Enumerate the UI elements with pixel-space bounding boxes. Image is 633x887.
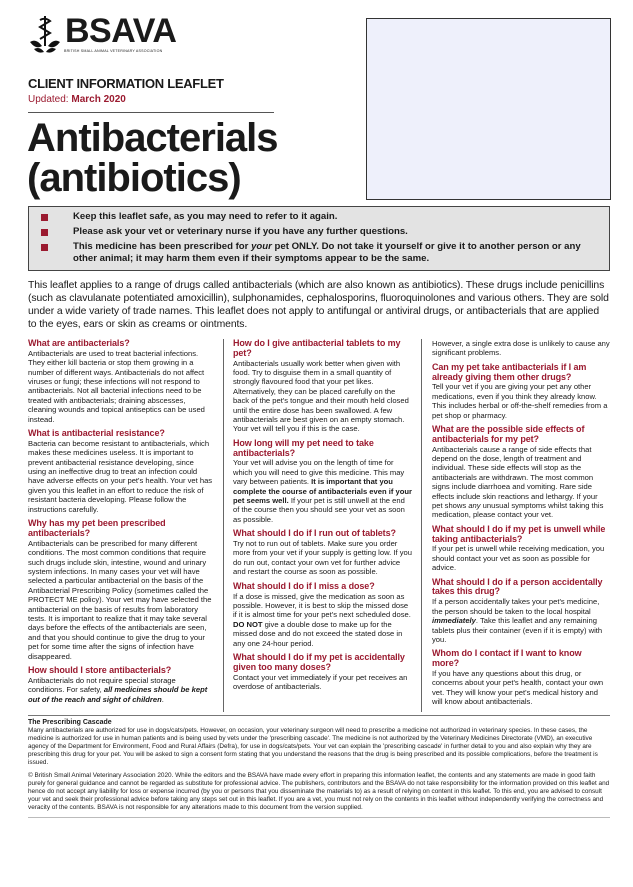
body-text: unusual symptoms whilst taking this medication, please contact your vet. xyxy=(432,501,604,520)
body-text: If your pet is still unwell at the end of the course then you should see your vet as soon as possible. xyxy=(233,496,405,524)
updated-value: March 2020 xyxy=(71,94,126,105)
section-body xyxy=(432,445,610,520)
section-heading: What are antibacterials? xyxy=(28,338,130,348)
body-text: . xyxy=(161,694,164,704)
column-3 xyxy=(422,339,610,712)
square-bullet-icon xyxy=(41,229,48,236)
cascade-text: Many antibacterials are authorized for use in dogs/cats/pets. However, on occasion, your veterinary surgeon will need to prescribe a medicine not authorized in veterinary species. In these cases, the medicine is authorized for use in human patients and is being used by vets under the 'prescribing cascade'. The medicine is not authorized by the Veterinary Medicines Directorate (VMD), an executive agency of the Department for Environment, Food and Rural Affairs (Defra), for use in dogs/cats/pets. Your vet can explain the 'prescribing cascade' in further detail to you and also explain why they are prescribing this drug for your pet. You will be asked to sign a consent form stating that you understand the reasons that the drug is being prescribed and its possible complications, before the treatment is issued. xyxy=(28,726,598,766)
logo-subtitle: BRITISH SMALL ANIMAL VETERINARY ASSOCIATION xyxy=(64,49,163,53)
body-text: Antibacterials cause a range of side effects that depend on the dose, length of treatment and individual. These side effects will stop as the antibacterials are withdrawn. The most common signs include diarrhoea and vomiting. Rare side effects include skin reactions and lethargy. If your pet shows xyxy=(432,444,598,511)
title-line-1: Antibacterials xyxy=(27,116,278,160)
square-bullet-icon xyxy=(41,214,48,221)
intro-paragraph: This leaflet applies to a range of drugs called antibacterials (which are also known as antibiotics). These drugs include penicillins (such as clavulanate potentiated amoxicillin), sulphonamides, cephalosporins, fluoroquinolones and various others. They are sold under a wide variety of trade names. This leaflet does not apply to antifungal or antiviral drugs, or antibacterials that are applied to the eyes, ears or skin as creams or ointments. xyxy=(28,280,609,330)
section-body: Bacteria can become resistant to antibacterials, which makes these medicines useless. It is important to prevent antibacterial resistance developing, since using an ineffective drug to treat an infection could have adverse effects on your pet's health. Your vet has given you this leaflet in an effort to reduce the risk of resistant bacteria developing. Please follow the instructions carefully. xyxy=(28,438,213,514)
section-body: Try not to run out of tablets. Make sure you order more from your vet if your supply is getting low. If you do run out, contact your own vet for further advice and restart the course as soon as possible. xyxy=(233,539,412,577)
body-emphasis: DO NOT xyxy=(233,619,263,629)
updated-prefix: Updated: xyxy=(28,94,69,105)
pet-label-box xyxy=(366,18,611,200)
section-body xyxy=(233,458,412,524)
section-body: If your pet is unwell while receiving medication, you should contact your vet as soon as possible for advice. xyxy=(432,544,605,573)
notice-pre: This medicine has been prescribed for xyxy=(73,241,252,252)
page-title xyxy=(27,118,278,198)
copyright-text: © British Small Animal Veterinary Association 2020. While the editors and the BSAVA have made every effort in preparing this information leaflet, the contents and any statements are made in good faith purely for general guidance and cannot be regarded as substitute for professional advice. The publishers, contributors and the BSAVA do not take responsibility for the information provided on this leaflet and hence do not accept any liability for loss or expense incurred (by you or persons that you disseminate the materials to) as a result of relying on content in this leaflet. To this end, you are advised to consult your vet and seek their professional advice before taking any steps set out in this leaflet. If you are a vet, you must not rely on the contents in this leaflet without independently verifying the correctness and veracity of the contents. BSAVA is not responsible for any alterations made to this document from the version supplied. xyxy=(28,771,610,811)
updated-date xyxy=(28,94,126,106)
section-heading: What should I do if I miss a dose? xyxy=(233,580,375,591)
section-heading: What is antibacterial resistance? xyxy=(28,428,165,439)
notice-item xyxy=(29,211,609,223)
notice-item xyxy=(29,241,609,265)
body-emphasis: immediately xyxy=(432,616,476,626)
divider xyxy=(28,817,610,818)
footer xyxy=(28,719,610,812)
body-text: If a person accidentally takes your pet's medicine, the person should be taken to the local hospital xyxy=(432,597,600,616)
notice-item xyxy=(29,226,609,238)
leaflet-label: CLIENT INFORMATION LEAFLET xyxy=(28,76,224,91)
body-text: If a dose is missed, give the medication as soon as possible. However, it is best to skip the missed dose if it is almost time for your pet's next scheduled dose. xyxy=(233,591,411,620)
section-body xyxy=(432,597,610,644)
section-heading: How do I give antibacterial tablets to my pet? xyxy=(233,338,401,358)
notice-em: your xyxy=(251,241,272,252)
section-body: Antibacterials usually work better when given with food. Try to disguise them in a small quantity of strongly flavoured food that your pet likes. Alternatively, they can be placed carefully on the back of the pet's tongue and their mouth held closed until the entire dose has been swallowed. A few antibacterials are best given on an empty stomach. Your vet will tell you if this is the case. xyxy=(233,358,409,434)
divider xyxy=(28,112,274,113)
cascade-heading: The Prescribing Cascade xyxy=(28,718,112,726)
body-emphasis: any xyxy=(468,501,481,511)
section-body xyxy=(28,676,213,704)
section-body: Tell your vet if you are giving your pet any other medications, even if you think they already know. This includes herbal or off-the-shelf remedies from a pet shop or pharmacy. xyxy=(432,382,608,420)
notice-text: Keep this leaflet safe, as you may need to refer to it again. xyxy=(73,211,338,222)
caduceus-laurel-icon xyxy=(28,14,62,54)
notice-text xyxy=(73,241,593,265)
section-heading: Why has my pet been prescribed antibacterials? xyxy=(28,518,166,538)
title-line-2: (antibiotics) xyxy=(27,156,241,200)
section-heading: What are the possible side effects of antibacterials for my pet? xyxy=(432,424,585,444)
divider xyxy=(28,715,610,716)
section-body: Antibacterials can be prescribed for many different conditions. The most common conditions that require such drugs include skin, intestine, wound and urinary system infections. In many cases your vet will have selected a particular antibacterial on the basis of the Antibacterial Prescribing Policy (sometimes called the PROTECT ME policy). Your vet may have selected the antibacterial on the basis of results from laboratory tests. It is important to realize that it may take several days before the effects of the antibacterials are seen, and that you should continue to give the drug to your pet for some time after the signs of infection have disappeared. xyxy=(28,538,212,661)
main-content xyxy=(28,206,610,818)
square-bullet-icon xyxy=(41,244,48,251)
section-heading: What should I do if my pet is unwell while taking antibacterials? xyxy=(432,523,606,544)
section-heading: Whom do I contact if I want to know more? xyxy=(432,648,582,669)
body-emphasis: all medicines should be kept out of the reach and sight of children xyxy=(28,685,208,704)
section-body: However, a single extra dose is unlikely to cause any significant problems. xyxy=(432,339,610,358)
column-2 xyxy=(224,339,422,712)
notice-text: Please ask your vet or veterinary nurse if you have any further questions. xyxy=(73,226,408,237)
body-text: Your vet will advise you on the length of time for which you will need to give this medicine. This may vary between patients. xyxy=(233,458,405,487)
body-text: . Take this leaflet and any remaining tablets plus their container (even if it is empty) with you. xyxy=(432,616,603,644)
section-heading: Can my pet take antibacterials if I am already giving them other drugs? xyxy=(432,361,587,382)
section-heading: How long will my pet need to take antibacterials? xyxy=(233,437,374,458)
section-heading: How should I store antibacterials? xyxy=(28,664,172,675)
notice-box xyxy=(28,206,610,271)
section-body: Contact your vet immediately if your pet receives an overdose of antibacterials. xyxy=(233,672,408,691)
section-heading: What should I do if I run out of tablets? xyxy=(233,528,396,539)
notice-post: pet ONLY. Do not take it yourself or give it to another person or any other animal; it may harm them even if their symptoms appear to be the same. xyxy=(73,241,581,264)
section-heading: What should I do if my pet is accidentally given too many doses? xyxy=(233,651,405,672)
section-body xyxy=(233,592,412,648)
bsava-logo xyxy=(28,14,176,54)
body-emphasis: It is important that you complete the course of antibacterials even if your pet seems well. xyxy=(233,477,412,506)
section-heading: What should I do if a person accidentally takes this drug? xyxy=(432,576,603,597)
logo-name: BSAVA xyxy=(65,12,177,50)
body-text: Antibacterials do not require special storage conditions. For safety, xyxy=(28,675,176,695)
section-body: If you have any questions about this drug, or concerns about your pet's health, contact your own vet. They will know your pet's medical history and will know about antibacterials. xyxy=(432,668,604,707)
columns xyxy=(28,339,610,712)
column-1 xyxy=(28,339,224,712)
section-body: Antibacterials are used to treat bacterial infections. They either kill bacteria or stop them growing in a number of different ways. Antibacterials do not affect viruses or fungi; these infections will not respond to antibacterials. Not all bacterial infections need to be treated with antibacterials; draining abscesses, cleaning wounds and topical antiseptics can be used instead. xyxy=(28,348,205,424)
body-text: give a double dose to make up for the missed dose and do not exceed the stated dose in any one 24-hour period. xyxy=(233,619,403,648)
